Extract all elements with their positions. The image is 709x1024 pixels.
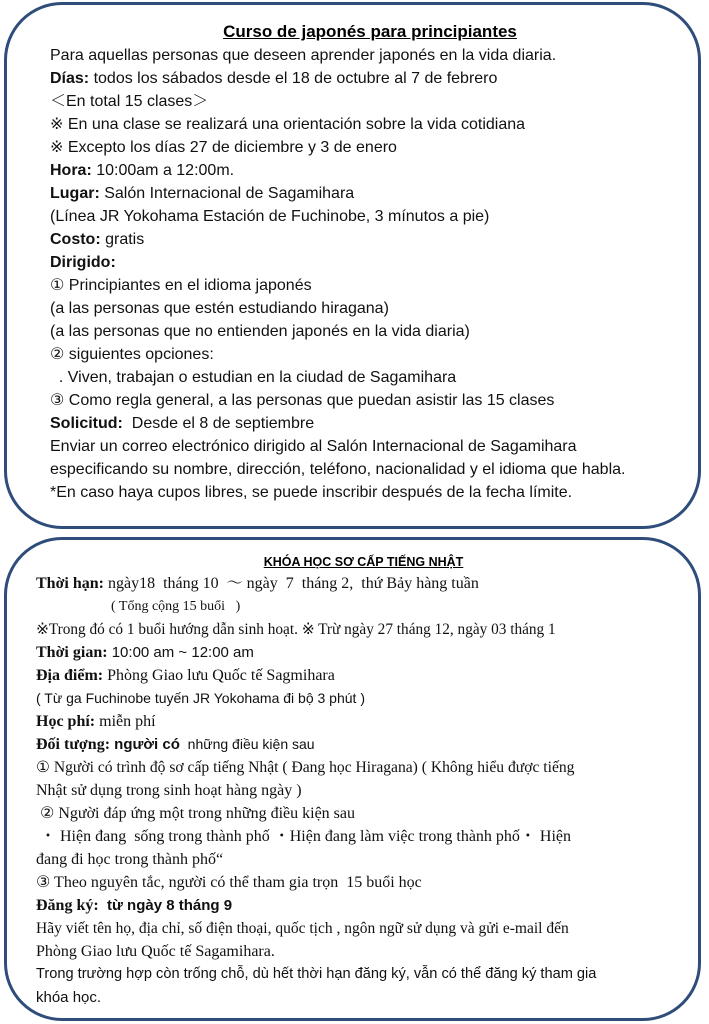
late-registration-2: khóa học. bbox=[36, 989, 102, 1006]
vietnamese-course-panel bbox=[4, 537, 701, 1021]
orientation-note: ※ En una clase se realizará una orientación sobre la vida cotidiana bbox=[50, 116, 526, 133]
solicitud-line bbox=[50, 412, 690, 435]
costo-line bbox=[50, 228, 690, 251]
instructions-line-1: Hãy viết tên họ, địa chỉ, số điện thoại, quốc tịch , ngôn ngữ sử dụng và gửi e-mail đến bbox=[36, 920, 569, 937]
thoigian-label: Thời gian: bbox=[36, 644, 108, 661]
hora-line bbox=[50, 159, 690, 182]
requirement-2a: . Viven, trabajan o estudian en la ciudad de Sagamihara bbox=[50, 369, 457, 386]
solicitud-label: Solicitud: bbox=[50, 415, 123, 432]
doituong-line bbox=[36, 733, 691, 756]
spanish-course-panel bbox=[4, 2, 701, 529]
vietnamese-title: KHÓA HỌC SƠ CẤP TIẾNG NHẬT bbox=[263, 555, 464, 569]
enviar-line-2: especificando su nombre, dirección, teléfono, nacionalidad y el idioma que habla. bbox=[50, 461, 626, 478]
dangky-line bbox=[36, 894, 691, 917]
diadiem-line bbox=[36, 664, 691, 687]
costo-label: Costo: bbox=[50, 231, 101, 248]
requirement-1: ① Principiantes en el idioma japonés bbox=[50, 277, 312, 294]
dias-value: todos los sábados desde el 18 de octubre al 7 de febrero bbox=[89, 70, 498, 87]
condition-1b: Nhật sử dụng trong sinh hoạt hàng ngày ) bbox=[36, 782, 302, 799]
condition-1a: ① Người có trình độ sơ cấp tiếng Nhật ( Đang học Hiragana) ( Không hiểu được tiếng bbox=[36, 759, 575, 776]
hora-value: 10:00am a 12:00m. bbox=[91, 162, 235, 179]
condition-2: ② Người đáp ứng một trong những điều kiện sau bbox=[36, 805, 356, 822]
doituong-bold: người có bbox=[110, 736, 180, 753]
hora-label: Hora: bbox=[50, 162, 92, 179]
hocphi-line bbox=[36, 710, 691, 733]
dirigido-label: Dirigido: bbox=[50, 254, 116, 271]
note-line: ※Trong đó có 1 buổi hướng dẫn sinh hoạt. ※ Trừ ngày 27 tháng 12, ngày 03 tháng 1 bbox=[36, 621, 556, 638]
thoigian-line bbox=[36, 641, 691, 664]
condition-2a: ・ Hiện đang sống trong thành phố ・Hiện đang làm việc trong thành phố・ Hiện bbox=[36, 828, 572, 845]
solicitud-value: Desde el 8 de septiembre bbox=[122, 415, 315, 432]
thoihan-value: ngày18 tháng 10 ～ ngày 7 tháng 2, thứ Bảy hàng tuần bbox=[104, 575, 479, 592]
condition-2b: đang đi học trong thành phố“ bbox=[36, 851, 224, 868]
dias-label: Días: bbox=[50, 70, 90, 87]
condition-3: ③ Theo nguyên tắc, người có thể tham gia trọn 15 buổi học bbox=[36, 874, 422, 891]
lugar-label: Lugar: bbox=[50, 185, 100, 202]
total-classes: ＜En total 15 clases＞ bbox=[50, 93, 209, 110]
diadiem-detail: ( Từ ga Fuchinobe tuyến JR Yokohama đi bộ 3 phút ) bbox=[36, 690, 365, 706]
dirigido-line bbox=[50, 251, 690, 274]
except-note: ※ Excepto los días 27 de diciembre y 3 de enero bbox=[50, 139, 397, 156]
hocphi-value: miễn phí bbox=[95, 713, 156, 730]
hocphi-label: Học phí: bbox=[36, 713, 96, 730]
cupos-note: *En caso haya cupos libres, se puede inscribir después de la fecha límite. bbox=[50, 484, 573, 501]
enviar-line-1: Enviar un correo electrónico dirigido al Salón Internacional de Sagamihara bbox=[50, 438, 577, 455]
costo-value: gratis bbox=[100, 231, 145, 248]
lugar-value: Salón Internacional de Sagamihara bbox=[99, 185, 355, 202]
spanish-title: Curso de japonés para principiantes bbox=[223, 22, 517, 41]
dias-line bbox=[50, 67, 690, 90]
diadiem-value: Phòng Giao lưu Quốc tế Sagmihara bbox=[103, 667, 335, 684]
doituong-value: những điều kiện sau bbox=[179, 736, 315, 752]
requirement-1a: (a las personas que estén estudiando hiragana) bbox=[50, 300, 389, 317]
thoigian-value: 10:00 am ~ 12:00 am bbox=[107, 644, 254, 661]
lugar-line bbox=[50, 182, 690, 205]
requirement-2: ② siguientes opciones: bbox=[50, 346, 214, 363]
tongcong-line: ( Tổng cộng 15 buổi ) bbox=[111, 599, 241, 614]
doituong-label: Đối tượng: bbox=[36, 736, 111, 753]
thoihan-line bbox=[36, 572, 691, 595]
dangky-label: Đăng ký: bbox=[36, 897, 99, 914]
intro-text: Para aquellas personas que deseen aprender japonés en la vida diaria. bbox=[50, 47, 557, 64]
requirement-1b: (a las personas que no entienden japonés en la vida diaria) bbox=[50, 323, 470, 340]
requirement-3: ③ Como regla general, a las personas que puedan asistir las 15 clases bbox=[50, 392, 555, 409]
dangky-value: từ ngày 8 tháng 9 bbox=[98, 897, 233, 914]
late-registration-1: Trong trường hợp còn trống chỗ, dù hết thời hạn đăng ký, vẫn có thể đăng ký tham gia bbox=[36, 966, 597, 982]
thoihan-label: Thời hạn: bbox=[36, 575, 104, 592]
instructions-line-2: Phòng Giao lưu Quốc tế Sagamihara. bbox=[36, 943, 275, 960]
diadiem-label: Địa điểm: bbox=[36, 667, 104, 684]
lugar-detail: (Línea JR Yokohama Estación de Fuchinobe, 3 mínutos a pie) bbox=[50, 208, 490, 225]
